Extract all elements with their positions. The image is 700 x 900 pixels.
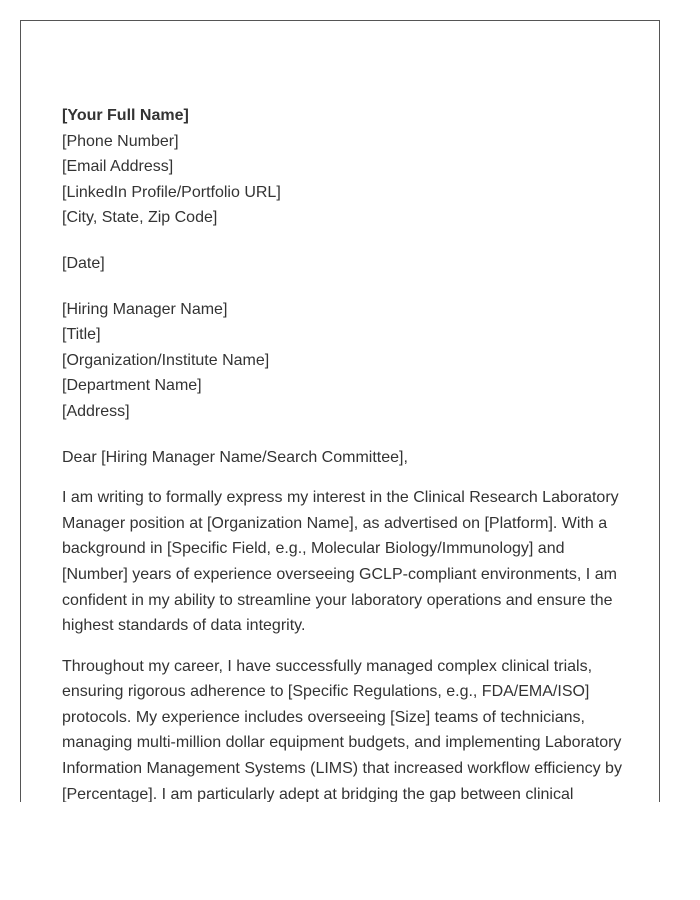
recipient-name: [Hiring Manager Name]	[62, 300, 228, 318]
recipient-block	[62, 297, 632, 425]
recipient-address: [Address]	[62, 402, 130, 420]
recipient-organization: [Organization/Institute Name]	[62, 351, 270, 369]
sender-full-name: [Your Full Name]	[62, 107, 189, 124]
sender-location: [City, State, Zip Code]	[62, 209, 218, 227]
salutation-text: Dear [Hiring Manager Name/Search Committee],	[62, 448, 408, 466]
recipient-department: [Department Name]	[62, 377, 202, 395]
recipient-title: [Title]	[62, 326, 101, 344]
sender-phone: [Phone Number]	[62, 132, 179, 150]
letter-page	[20, 20, 660, 802]
sender-email: [Email Address]	[62, 158, 174, 176]
salutation	[62, 445, 632, 471]
sender-linkedin: [LinkedIn Profile/Portfolio URL]	[62, 183, 281, 201]
letter-content	[62, 103, 632, 802]
body-paragraph-1: I am writing to formally express my interest in the Clinical Research Laboratory Manager position at [Organization Name], as advertised on [Platform]. With a background in [Specific Field, e.g., Molecular Biology/Immunology] and [Number] years of experience overseeing GCLP-compliant environments, I am confident in my ability to streamline your laboratory operations and ensure the highest standards of data integrity.	[62, 489, 619, 635]
sender-block	[62, 103, 632, 231]
letter-date: [Date]	[62, 254, 105, 272]
body-paragraph-2: Throughout my career, I have successfully managed complex clinical trials, ensuring rigorous adherence to [Specific Regulations, e.g., FDA/EMA/ISO] protocols. My experience includes overseeing [Size] teams of technicians, managing multi-million dollar equipment budgets, and implementing Laboratory Information Management Systems (LIMS) that increased workflow efficiency by [Percentage]. I am particularly adept at bridging the gap between clinical	[62, 657, 622, 802]
date-block	[62, 251, 632, 277]
